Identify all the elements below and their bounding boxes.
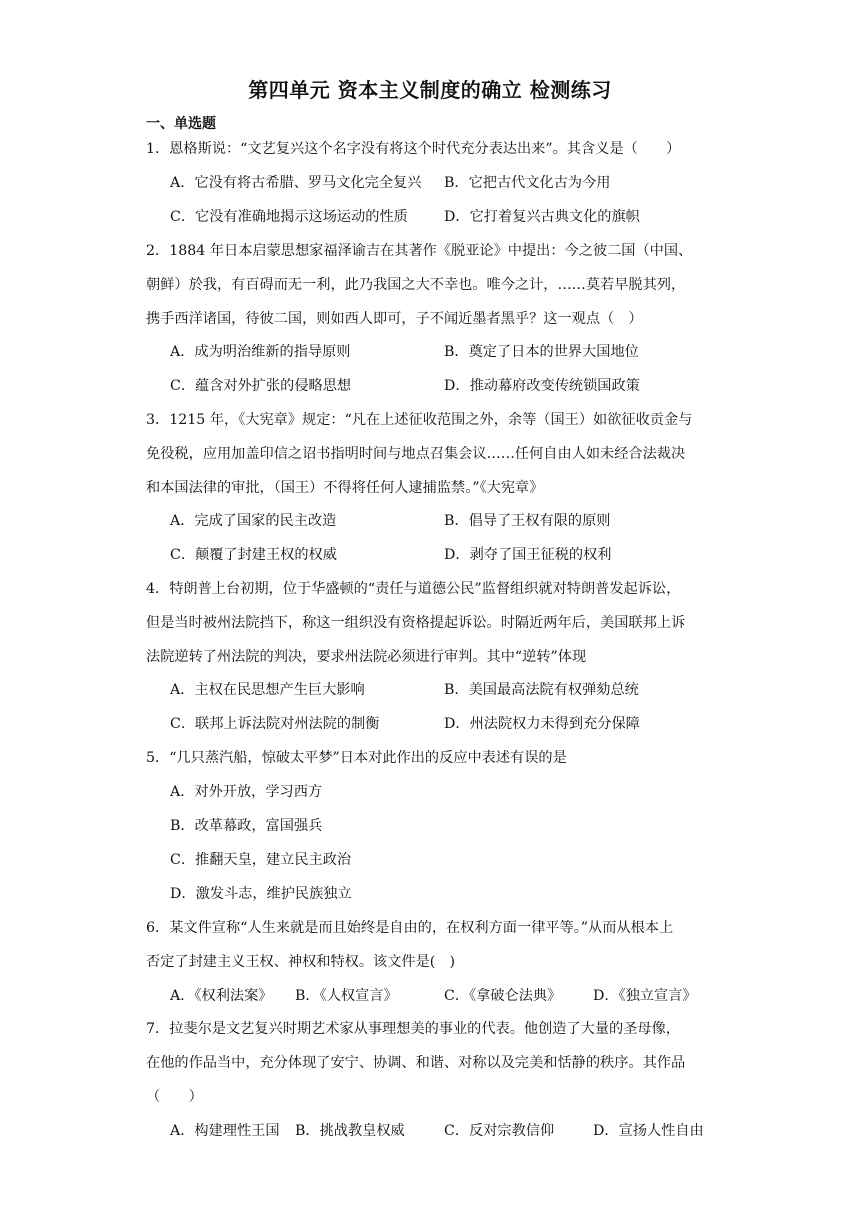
- question-6-option-a: A．《权利法案》: [170, 988, 273, 1004]
- question-4-stem-line-2: 但是当时被州法院挡下，称这一组织没有资格提起诉讼。时隔近两年后，美国联邦上诉: [146, 615, 686, 631]
- question-2-option-c: C．蕴含对外扩张的侵略思想: [170, 378, 352, 394]
- question-2-stem-line-1: 2．1884 年日本启蒙思想家福泽谕吉在其著作《脱亚论》中提出：今之彼二国（中国、: [146, 243, 693, 259]
- question-6-stem-line-2: 否定了封建主义王权、神权和特权。该文件是( ): [146, 954, 456, 970]
- question-3-stem-line-2: 免役税，应用加盖印信之诏书指明时间与地点召集会议……任何自由人如未经合法裁决: [146, 446, 686, 462]
- question-3-option-b: B．倡导了王权有限的原则: [444, 513, 611, 529]
- question-4-option-a: A．主权在民思想产生巨大影响: [170, 682, 365, 698]
- question-2-option-b: B．奠定了日本的世界大国地位: [444, 344, 639, 360]
- question-4-stem-line-3: 法院逆转了州法院的判决，要求州法院必须进行审判。其中“逆转”体现: [146, 649, 587, 665]
- question-4-stem-line-1: 4．特朗普上台初期，位于华盛顿的“责任与道德公民”监督组织就对特朗普发起诉讼，: [146, 581, 681, 597]
- question-1-option-a: A．它没有将古希腊、罗马文化完全复兴: [170, 175, 422, 191]
- question-3-option-d: D．剥夺了国王征税的权利: [444, 547, 612, 563]
- question-6-option-d: D．《独立宣言》: [593, 988, 697, 1004]
- question-4-option-b: B．美国最高法院有权弹劾总统: [444, 682, 639, 698]
- question-3-stem-line-3: 和本国法律的审批，（国王）不得将任何人逮捕监禁。”《大宪章》: [146, 480, 544, 496]
- question-3-option-a: A．完成了国家的民主改造: [170, 513, 337, 529]
- question-7-stem-line-1: 7．拉斐尔是文艺复兴时期艺术家从事理想美的事业的代表。他创造了大量的圣母像，: [146, 1021, 680, 1037]
- question-6-option-b: B．《人权宣言》: [295, 988, 398, 1004]
- question-7-stem-line-2: 在他的作品当中，充分体现了安宁、协调、和谐、对称以及完美和恬静的秩序。其作品: [146, 1055, 686, 1071]
- question-5-option-d: D．激发斗志，维护民族独立: [170, 886, 352, 902]
- question-4-option-d: D．州法院权力未得到充分保障: [444, 716, 640, 732]
- section-heading: 一、单选题: [146, 116, 216, 132]
- question-4-option-c: C．联邦上诉法院对州法院的制衡: [170, 716, 380, 732]
- question-6-stem-line-1: 6．某文件宣称“人生来就是而且始终是自由的，在权利方面一律平等。”从而从根本上: [146, 920, 674, 936]
- question-2-stem-line-2: 朝鲜）於我，有百碍而无一利，此乃我国之大不幸也。唯今之计，……莫若早脱其列，: [146, 277, 686, 293]
- question-7-option-b: B．挑战教皇权威: [295, 1123, 405, 1139]
- question-6-option-c: C．《拿破仑法典》: [444, 988, 562, 1004]
- question-5-option-a: A．对外开放，学习西方: [170, 784, 323, 800]
- question-5-stem: 5．“几只蒸汽船，惊破太平梦”日本对此作出的反应中表述有误的是: [146, 750, 567, 766]
- question-1-option-b: B．它把古代文化古为今用: [444, 175, 611, 191]
- page-title: 第四单元 资本主义制度的确立 检测练习: [248, 78, 612, 102]
- question-1-stem: 1．恩格斯说：“文艺复兴这个名字没有将这个时代充分表达出来”。其含义是（ ）: [146, 141, 681, 157]
- question-5-option-c: C．推翻天皇，建立民主政治: [170, 852, 352, 868]
- question-2-stem-line-3: 携手西洋诸国，待彼二国，则如西人即可，子不闻近墨者黑乎？这一观点（ ）: [146, 311, 643, 327]
- question-7-option-c: C．反对宗教信仰: [444, 1123, 555, 1139]
- question-7-option-a: A．构建理性王国: [170, 1123, 280, 1139]
- question-7-option-d: D．宣扬人性自由: [593, 1123, 704, 1139]
- question-3-stem-line-1: 3．1215 年，《大宪章》规定：“凡在上述征收范围之外，余等（国王）如欲征收贡金与: [146, 412, 693, 428]
- question-3-option-c: C．颠覆了封建王权的权威: [170, 547, 337, 563]
- question-2-option-a: A．成为明治维新的指导原则: [170, 344, 351, 360]
- question-1-option-c: C．它没有准确地揭示这场运动的性质: [170, 209, 408, 225]
- question-2-option-d: D．推动幕府改变传统锁国政策: [444, 378, 640, 394]
- question-7-stem-line-3: （ ）: [146, 1089, 203, 1105]
- question-5-option-b: B．改革幕政，富国强兵: [170, 818, 323, 834]
- question-1-option-d: D．它打着复兴古典文化的旗帜: [444, 209, 640, 225]
